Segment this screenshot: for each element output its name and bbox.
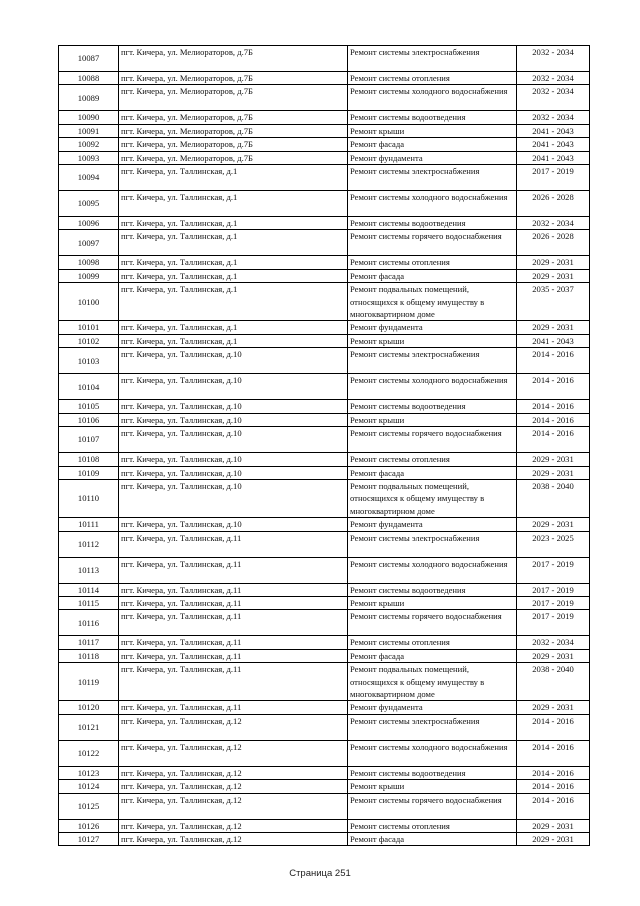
row-number: 10090 [59,111,119,124]
table-row [59,466,590,479]
address-cell: пгт. Кичера, ул. Таллинская, д.1 [119,269,348,282]
table-row [59,85,590,111]
table-row [59,793,590,819]
work-type-cell: Ремонт фундамента [348,151,517,164]
table-row [59,663,590,701]
work-type-cell: Ремонт системы горячего водоснабжения [348,427,517,453]
address-cell: пгт. Кичера, ул. Таллинская, д.1 [119,334,348,347]
work-type-cell: Ремонт системы холодного водоснабжения [348,374,517,400]
address-cell: пгт. Кичера, ул. Таллинская, д.1 [119,165,348,191]
work-type-cell: Ремонт системы электроснабжения [348,531,517,557]
table-row [59,191,590,217]
address-cell: пгт. Кичера, ул. Таллинская, д.12 [119,793,348,819]
row-number: 10111 [59,518,119,531]
row-number: 10091 [59,124,119,137]
period-cell: 2041 - 2043 [517,138,590,151]
table-row [59,138,590,151]
work-type-cell: Ремонт крыши [348,124,517,137]
work-type-cell: Ремонт системы электроснабжения [348,46,517,72]
row-number: 10123 [59,766,119,779]
table-row [59,636,590,649]
period-cell: 2029 - 2031 [517,833,590,846]
period-cell: 2014 - 2016 [517,427,590,453]
work-type-cell: Ремонт системы водоотведения [348,111,517,124]
period-cell: 2014 - 2016 [517,714,590,740]
period-cell: 2029 - 2031 [517,256,590,269]
address-cell: пгт. Кичера, ул. Таллинская, д.10 [119,453,348,466]
table-row [59,217,590,230]
work-type-cell: Ремонт системы горячего водоснабжения [348,230,517,256]
address-cell: пгт. Кичера, ул. Таллинская, д.12 [119,819,348,832]
address-cell: пгт. Кичера, ул. Таллинская, д.11 [119,701,348,714]
row-number: 10118 [59,649,119,662]
table-row [59,256,590,269]
table-row [59,348,590,374]
table-row [59,400,590,413]
work-type-cell: Ремонт крыши [348,413,517,426]
table-row [59,413,590,426]
repair-schedule-table [58,45,590,846]
table-row [59,583,590,596]
work-type-cell: Ремонт крыши [348,780,517,793]
period-cell: 2017 - 2019 [517,557,590,583]
address-cell: пгт. Кичера, ул. Мелиораторов, д.7Б [119,151,348,164]
period-cell: 2029 - 2031 [517,321,590,334]
table-row [59,780,590,793]
table-row [59,46,590,72]
work-type-cell: Ремонт фасада [348,269,517,282]
row-number: 10088 [59,72,119,85]
row-number: 10120 [59,701,119,714]
period-cell: 2017 - 2019 [517,596,590,609]
address-cell: пгт. Кичера, ул. Таллинская, д.11 [119,663,348,701]
address-cell: пгт. Кичера, ул. Таллинская, д.10 [119,479,348,517]
row-number: 10097 [59,230,119,256]
table-row [59,321,590,334]
work-type-cell: Ремонт крыши [348,334,517,347]
address-cell: пгт. Кичера, ул. Таллинская, д.12 [119,780,348,793]
address-cell: пгт. Кичера, ул. Таллинская, д.11 [119,596,348,609]
period-cell: 2032 - 2034 [517,636,590,649]
period-cell: 2041 - 2043 [517,334,590,347]
work-type-cell: Ремонт системы электроснабжения [348,714,517,740]
table-row [59,766,590,779]
period-cell: 2029 - 2031 [517,819,590,832]
address-cell: пгт. Кичера, ул. Таллинская, д.12 [119,740,348,766]
row-number: 10092 [59,138,119,151]
work-type-cell: Ремонт фасада [348,649,517,662]
row-number: 10095 [59,191,119,217]
work-type-cell: Ремонт системы водоотведения [348,400,517,413]
period-cell: 2032 - 2034 [517,72,590,85]
table-row [59,701,590,714]
table-row [59,124,590,137]
work-type-cell: Ремонт фасада [348,833,517,846]
period-cell: 2029 - 2031 [517,453,590,466]
table-row [59,230,590,256]
period-cell: 2032 - 2034 [517,85,590,111]
row-number: 10101 [59,321,119,334]
row-number: 10110 [59,479,119,517]
row-number: 10122 [59,740,119,766]
address-cell: пгт. Кичера, ул. Таллинская, д.1 [119,217,348,230]
address-cell: пгт. Кичера, ул. Таллинская, д.12 [119,833,348,846]
address-cell: пгт. Кичера, ул. Таллинская, д.11 [119,583,348,596]
table-row [59,531,590,557]
period-cell: 2014 - 2016 [517,374,590,400]
table-row [59,610,590,636]
address-cell: пгт. Кичера, ул. Таллинская, д.10 [119,400,348,413]
row-number: 10108 [59,453,119,466]
table-row [59,833,590,846]
period-cell: 2038 - 2040 [517,663,590,701]
row-number: 10121 [59,714,119,740]
work-type-cell: Ремонт фундамента [348,321,517,334]
row-number: 10127 [59,833,119,846]
period-cell: 2017 - 2019 [517,165,590,191]
period-cell: 2014 - 2016 [517,400,590,413]
row-number: 10099 [59,269,119,282]
period-cell: 2026 - 2028 [517,230,590,256]
row-number: 10109 [59,466,119,479]
work-type-cell: Ремонт системы отопления [348,453,517,466]
row-number: 10102 [59,334,119,347]
address-cell: пгт. Кичера, ул. Мелиораторов, д.7Б [119,124,348,137]
address-cell: пгт. Кичера, ул. Таллинская, д.1 [119,191,348,217]
work-type-cell: Ремонт подвальных помещений, относящихся к общему имуществу в многоквартирном доме [348,479,517,517]
period-cell: 2014 - 2016 [517,348,590,374]
row-number: 10115 [59,596,119,609]
work-type-cell: Ремонт системы отопления [348,72,517,85]
row-number: 10126 [59,819,119,832]
work-type-cell: Ремонт системы холодного водоснабжения [348,740,517,766]
period-cell: 2017 - 2019 [517,583,590,596]
address-cell: пгт. Кичера, ул. Таллинская, д.1 [119,283,348,321]
address-cell: пгт. Кичера, ул. Таллинская, д.10 [119,466,348,479]
address-cell: пгт. Кичера, ул. Мелиораторов, д.7Б [119,138,348,151]
period-cell: 2029 - 2031 [517,269,590,282]
period-cell: 2038 - 2040 [517,479,590,517]
period-cell: 2029 - 2031 [517,701,590,714]
table-row [59,596,590,609]
work-type-cell: Ремонт системы холодного водоснабжения [348,557,517,583]
table-row [59,111,590,124]
table-row [59,72,590,85]
work-type-cell: Ремонт подвальных помещений, относящихся к общему имуществу в многоквартирном доме [348,663,517,701]
work-type-cell: Ремонт фасада [348,466,517,479]
work-type-cell: Ремонт системы водоотведения [348,766,517,779]
address-cell: пгт. Кичера, ул. Таллинская, д.12 [119,766,348,779]
table-row [59,165,590,191]
table-row [59,740,590,766]
row-number: 10094 [59,165,119,191]
address-cell: пгт. Кичера, ул. Таллинская, д.11 [119,557,348,583]
work-type-cell: Ремонт системы горячего водоснабжения [348,793,517,819]
row-number: 10124 [59,780,119,793]
table-row [59,819,590,832]
period-cell: 2032 - 2034 [517,46,590,72]
address-cell: пгт. Кичера, ул. Таллинская, д.11 [119,636,348,649]
period-cell: 2032 - 2034 [517,111,590,124]
period-cell: 2029 - 2031 [517,649,590,662]
period-cell: 2032 - 2034 [517,217,590,230]
row-number: 10112 [59,531,119,557]
period-cell: 2035 - 2037 [517,283,590,321]
address-cell: пгт. Кичера, ул. Таллинская, д.11 [119,531,348,557]
work-type-cell: Ремонт системы водоотведения [348,217,517,230]
address-cell: пгт. Кичера, ул. Таллинская, д.1 [119,321,348,334]
address-cell: пгт. Кичера, ул. Мелиораторов, д.7Б [119,72,348,85]
repair-schedule-body [59,46,590,846]
work-type-cell: Ремонт системы отопления [348,819,517,832]
period-cell: 2014 - 2016 [517,793,590,819]
row-number: 10100 [59,283,119,321]
row-number: 10096 [59,217,119,230]
period-cell: 2029 - 2031 [517,466,590,479]
row-number: 10114 [59,583,119,596]
period-cell: 2041 - 2043 [517,124,590,137]
work-type-cell: Ремонт системы отопления [348,256,517,269]
row-number: 10125 [59,793,119,819]
period-cell: 2029 - 2031 [517,518,590,531]
work-type-cell: Ремонт системы холодного водоснабжения [348,191,517,217]
work-type-cell: Ремонт системы электроснабжения [348,348,517,374]
period-cell: 2026 - 2028 [517,191,590,217]
row-number: 10117 [59,636,119,649]
table-row [59,269,590,282]
address-cell: пгт. Кичера, ул. Таллинская, д.10 [119,413,348,426]
period-cell: 2023 - 2025 [517,531,590,557]
address-cell: пгт. Кичера, ул. Таллинская, д.10 [119,374,348,400]
table-row [59,714,590,740]
address-cell: пгт. Кичера, ул. Таллинская, д.1 [119,230,348,256]
table-row [59,518,590,531]
period-cell: 2014 - 2016 [517,740,590,766]
table-row [59,649,590,662]
page-number: Страница 251 [289,868,351,879]
table-row [59,453,590,466]
address-cell: пгт. Кичера, ул. Мелиораторов, д.7Б [119,111,348,124]
address-cell: пгт. Кичера, ул. Таллинская, д.10 [119,348,348,374]
row-number: 10106 [59,413,119,426]
work-type-cell: Ремонт фундамента [348,701,517,714]
table-row [59,334,590,347]
work-type-cell: Ремонт фасада [348,138,517,151]
address-cell: пгт. Кичера, ул. Таллинская, д.11 [119,649,348,662]
work-type-cell: Ремонт системы электроснабжения [348,165,517,191]
work-type-cell: Ремонт системы холодного водоснабжения [348,85,517,111]
address-cell: пгт. Кичера, ул. Таллинская, д.11 [119,610,348,636]
row-number: 10098 [59,256,119,269]
address-cell: пгт. Кичера, ул. Таллинская, д.1 [119,256,348,269]
row-number: 10119 [59,663,119,701]
table-row [59,283,590,321]
work-type-cell: Ремонт фундамента [348,518,517,531]
period-cell: 2014 - 2016 [517,413,590,426]
address-cell: пгт. Кичера, ул. Мелиораторов, д.7Б [119,85,348,111]
row-number: 10089 [59,85,119,111]
row-number: 10107 [59,427,119,453]
work-type-cell: Ремонт системы горячего водоснабжения [348,610,517,636]
table-row [59,374,590,400]
table-row [59,479,590,517]
row-number: 10103 [59,348,119,374]
work-type-cell: Ремонт подвальных помещений, относящихся к общему имуществу в многоквартирном доме [348,283,517,321]
table-row [59,151,590,164]
table-row [59,427,590,453]
work-type-cell: Ремонт крыши [348,596,517,609]
address-cell: пгт. Кичера, ул. Таллинская, д.12 [119,714,348,740]
work-type-cell: Ремонт системы водоотведения [348,583,517,596]
address-cell: пгт. Кичера, ул. Таллинская, д.10 [119,518,348,531]
work-type-cell: Ремонт системы отопления [348,636,517,649]
row-number: 10113 [59,557,119,583]
row-number: 10093 [59,151,119,164]
row-number: 10105 [59,400,119,413]
table-row [59,557,590,583]
period-cell: 2014 - 2016 [517,766,590,779]
address-cell: пгт. Кичера, ул. Мелиораторов, д.7Б [119,46,348,72]
period-cell: 2017 - 2019 [517,610,590,636]
row-number: 10087 [59,46,119,72]
address-cell: пгт. Кичера, ул. Таллинская, д.10 [119,427,348,453]
row-number: 10116 [59,610,119,636]
row-number: 10104 [59,374,119,400]
period-cell: 2014 - 2016 [517,780,590,793]
period-cell: 2041 - 2043 [517,151,590,164]
